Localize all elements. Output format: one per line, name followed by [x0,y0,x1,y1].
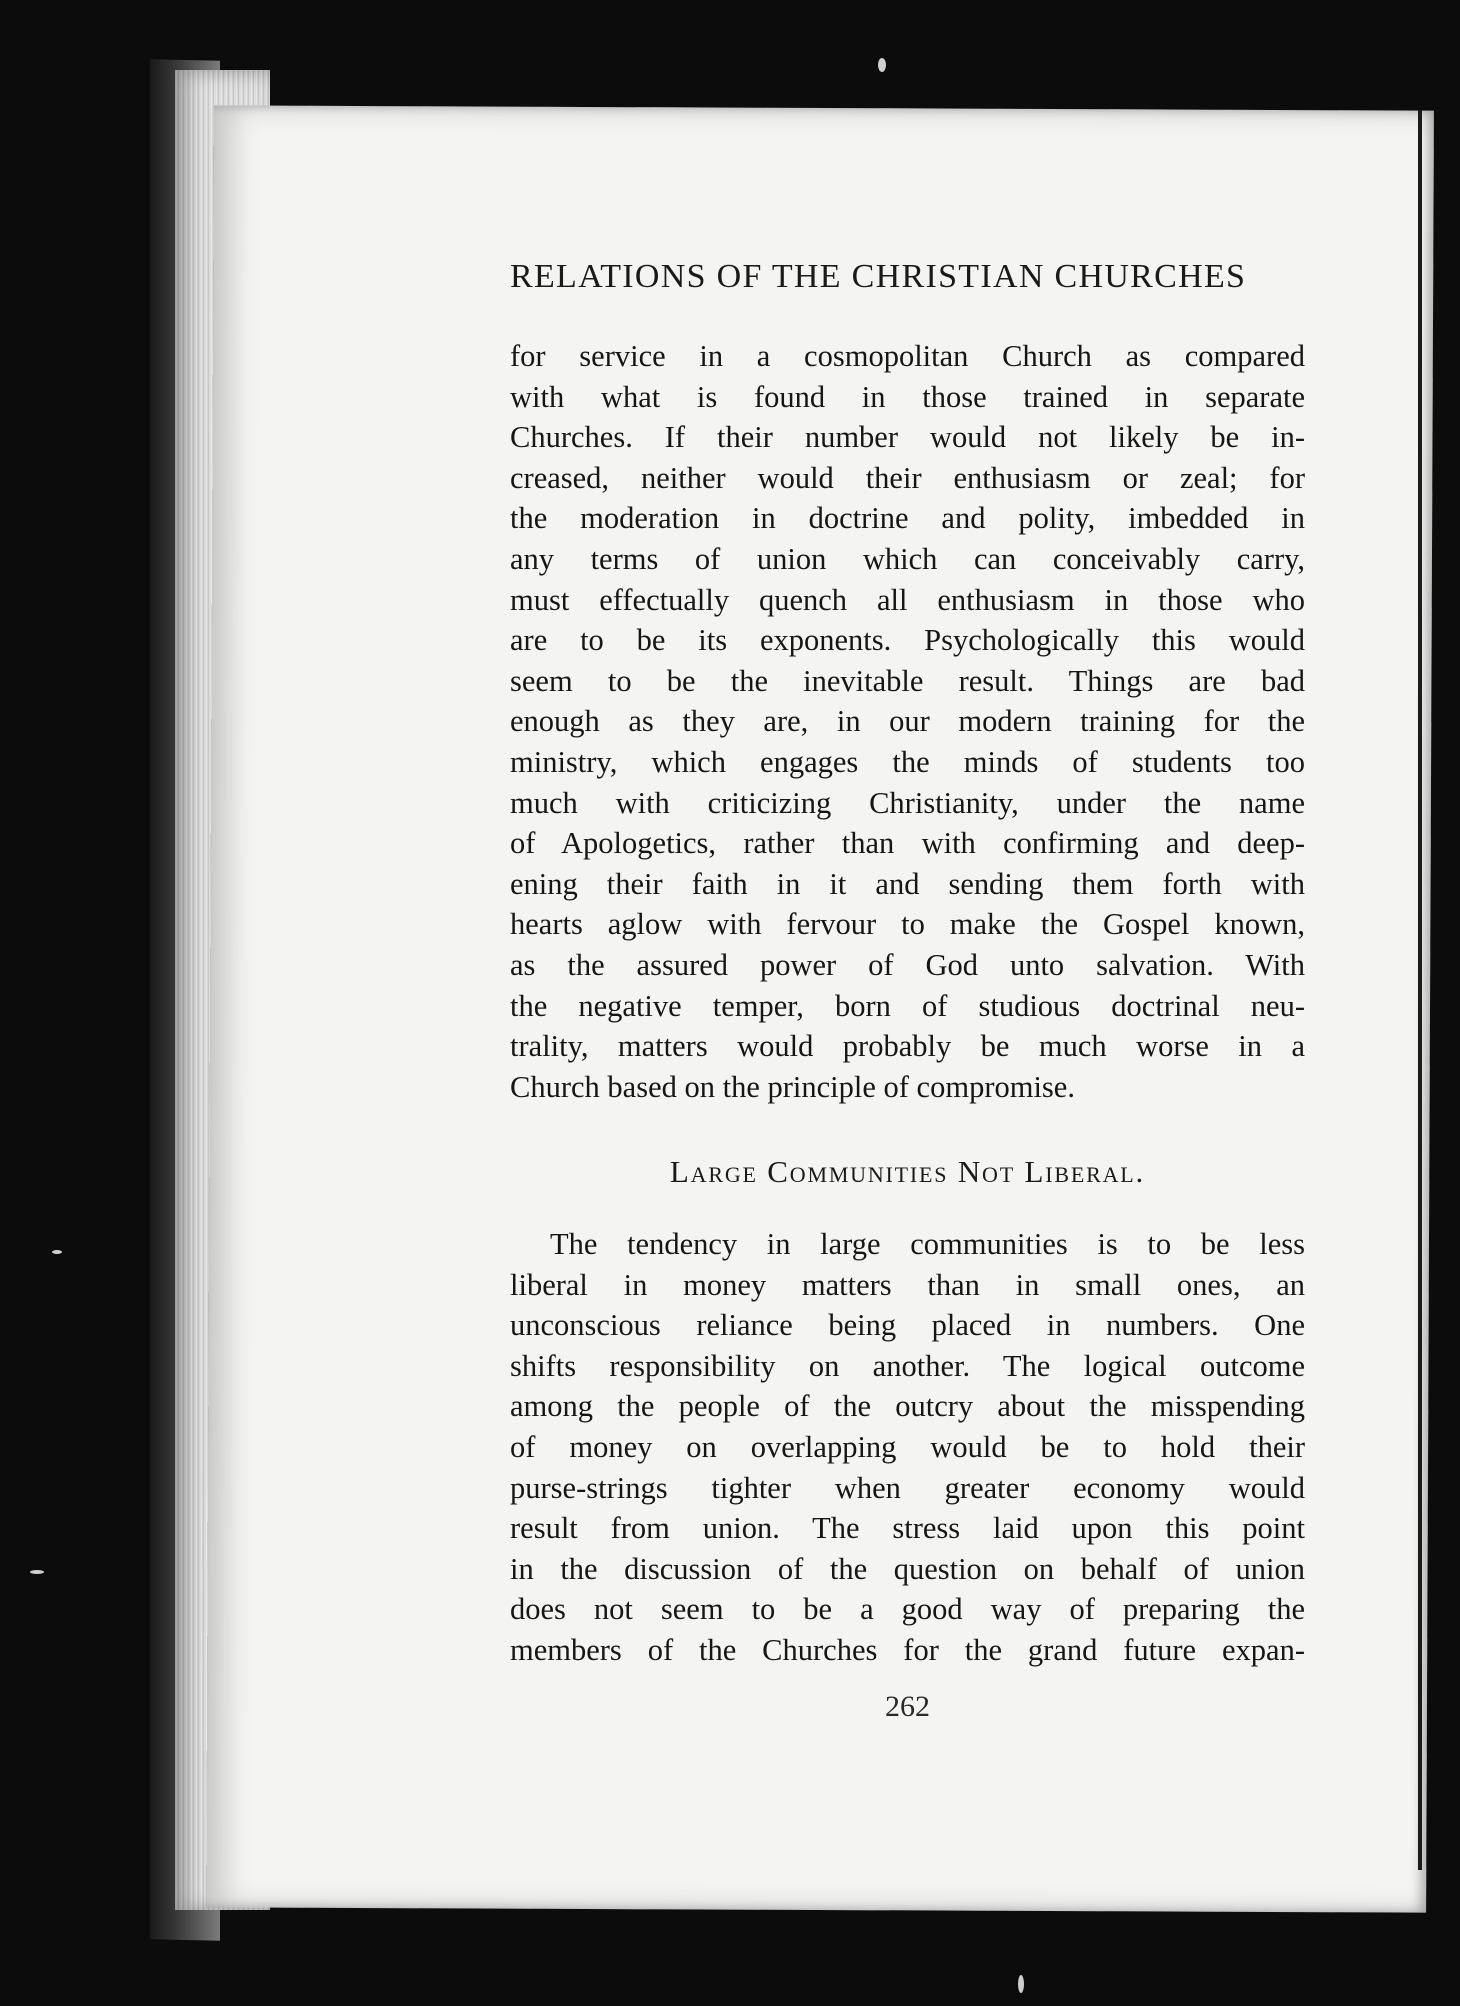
dust-speck [878,58,886,72]
running-head: RELATIONS OF THE CHRISTIAN CHURCHES [510,258,1247,295]
text-line: any terms of union which can conceivably carry, [510,541,1305,576]
text-line: of money on overlapping would be to hold their [510,1429,1305,1464]
text-line: creased, neither would their enthusiasm or zeal; for [510,460,1305,495]
text-line: Churches. If their number would not likely be in- [510,420,1305,455]
text-line: seem to be the inevitable result. Things are bad [510,663,1305,698]
text-line: are to be its exponents. Psychologically this would [510,623,1305,658]
dust-speck [52,1250,62,1254]
text-line: shifts responsibility on another. The logical outcome [510,1348,1305,1383]
text-line: members of the Churches for the grand future expan- [510,1632,1305,1667]
text-line: much with criticizing Christianity, under the name [510,785,1305,820]
page-number: 262 [885,1690,930,1723]
text-line: with what is found in those trained in separate [510,379,1305,414]
text-line: for service in a cosmopolitan Church as compared [510,339,1305,373]
text-line: as the assured power of God unto salvation. With [510,947,1305,982]
dust-speck [1018,1975,1024,1993]
text-line: the negative temper, born of studious doctrinal neu- [510,988,1305,1023]
text-line: Church based on the principle of compromise. [510,1069,1075,1104]
text-line: among the people of the outcry about the misspending [510,1389,1305,1424]
text-line: in the discussion of the question on behalf of union [510,1551,1305,1586]
paragraph-2 [510,1224,1305,1671]
text-line: liberal in money matters than in small ones, an [510,1267,1305,1302]
text-line: does not seem to be a good way of preparing the [510,1592,1305,1627]
text-line: ministry, which engages the minds of students too [510,744,1305,779]
page-gutter-shadow [1418,110,1422,1870]
dust-speck [30,1570,44,1574]
text-line: the moderation in doctrine and polity, imbedded in [510,501,1305,536]
text-line: result from union. The stress laid upon this point [510,1511,1305,1546]
text-line: trality, matters would probably be much worse in a [510,1029,1305,1064]
section-heading: Large Communities Not Liberal. [669,1154,1146,1189]
text-line: enough as they are, in our modern training for the [510,704,1305,739]
text-line: hearts aglow with fervour to make the Gospel known, [510,907,1305,942]
text-line: ening their faith in it and sending them forth with [510,866,1305,901]
paragraph-1 [510,336,1305,1107]
text-line: purse-strings tighter when greater economy would [510,1470,1305,1505]
text-line: must effectually quench all enthusiasm in those who [510,582,1305,617]
text-line: of Apologetics, rather than with confirming and deep- [510,826,1305,861]
text-line: The tendency in large communities is to be less [550,1227,1305,1261]
text-line: unconscious reliance being placed in numbers. One [510,1308,1305,1343]
